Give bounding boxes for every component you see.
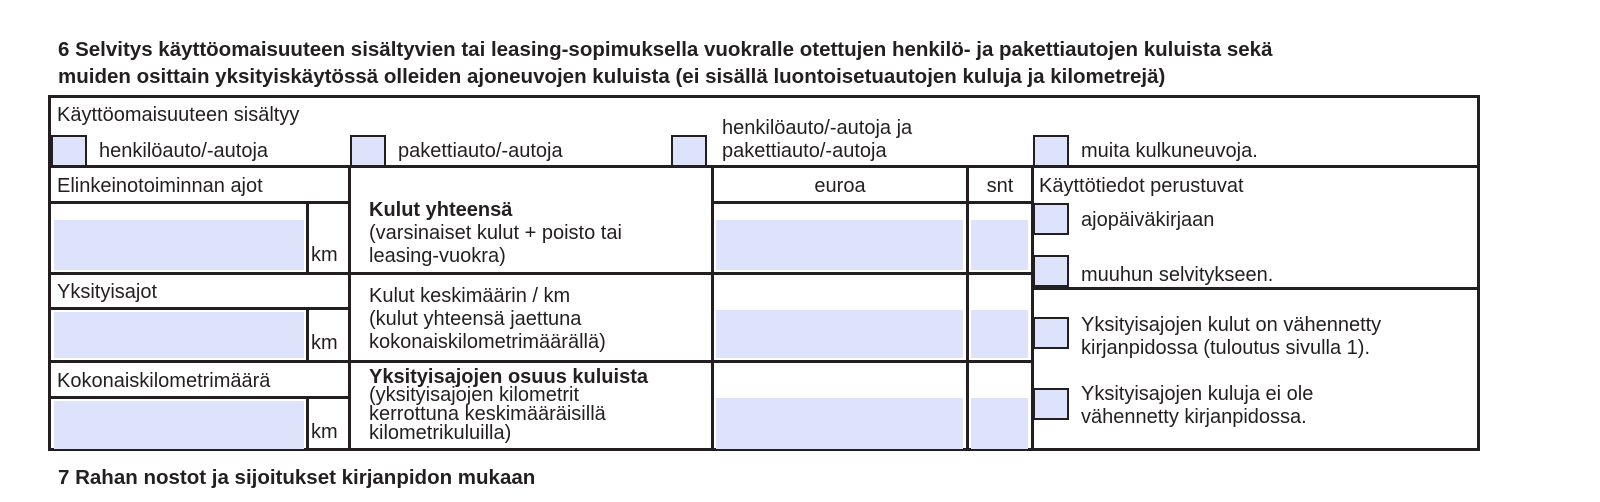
total-costs-desc-line2: leasing-vuokra) xyxy=(369,245,506,267)
avg-cost-cents-input[interactable] xyxy=(971,310,1028,358)
private-share-desc-line2: kerrottuna keskimääräisillä xyxy=(369,403,606,425)
section-6-title-line2: muiden osittain yksityiskäytössä olleiden ajoneuvojen kuluista (ei sisällä luontoisetuautojen kuluja ja kilometrejä) xyxy=(58,65,1166,88)
deducted-in-accounting-checkbox[interactable] xyxy=(1033,317,1069,349)
total-costs-title: Kulut yhteensä xyxy=(369,199,513,221)
cents-column-header: snt xyxy=(986,175,1014,197)
usage-other-checkbox[interactable] xyxy=(1033,255,1069,287)
usage-logbook-checkbox[interactable] xyxy=(1033,203,1069,235)
usage-info-heading: Käyttötiedot perustuvat xyxy=(1039,175,1244,197)
business-km-label: Elinkeinotoiminnan ajot xyxy=(57,175,263,197)
not-deducted-checkbox[interactable] xyxy=(1033,388,1069,420)
vehicle-option-van-checkbox[interactable] xyxy=(350,135,386,167)
vehicle-option-other-label: muita kulkuneuvoja. xyxy=(1081,140,1258,162)
private-share-title: Yksityisajojen osuus kuluista xyxy=(369,366,648,388)
not-deducted-label-line2: vähennetty kirjanpidossa. xyxy=(1081,406,1307,428)
total-km-unit: km xyxy=(311,421,338,443)
total-costs-euro-input[interactable] xyxy=(716,220,963,270)
vehicle-option-car-and-van-label-line1: henkilöauto/-autoja ja xyxy=(722,117,913,139)
divider-header xyxy=(51,165,1477,168)
total-costs-cents-input[interactable] xyxy=(971,220,1028,270)
private-share-cents-input[interactable] xyxy=(971,398,1028,449)
section-6-title xyxy=(58,36,1272,90)
section-6-title-line1: 6 Selvitys käyttöomaisuuteen sisältyvien tai leasing-sopimuksella vuokralle otettujen henkilö- ja pakettiautojen kuluista sekä xyxy=(58,38,1273,61)
total-km-label: Kokonaiskilometrimäärä xyxy=(57,370,271,392)
vehicle-option-car-and-van-label-line2: pakettiauto/-autoja xyxy=(722,140,887,162)
vehicle-option-car-checkbox[interactable] xyxy=(51,135,87,167)
avg-cost-desc-line2: kokonaiskilometrimäärällä) xyxy=(369,331,606,353)
vehicle-option-van-label: pakettiauto/-autoja xyxy=(398,140,563,162)
deducted-in-accounting-label-line2: kirjanpidossa (tuloutus sivulla 1). xyxy=(1081,337,1371,359)
business-km-input[interactable] xyxy=(54,220,304,270)
private-share-desc-line1: (yksityisajojen kilometrit xyxy=(369,384,580,406)
usage-other-label: muuhun selvitykseen. xyxy=(1081,264,1274,286)
business-km-unit: km xyxy=(311,244,338,266)
included-heading: Käyttöomaisuuteen sisältyy xyxy=(57,104,300,126)
deducted-in-accounting-label-line1: Yksityisajojen kulut on vähennetty xyxy=(1081,314,1382,336)
avg-cost-euro-input[interactable] xyxy=(716,310,963,358)
private-share-desc-line3: kilometrikuluilla) xyxy=(369,422,512,444)
not-deducted-label-line1: Yksityisajojen kuluja ei ole xyxy=(1081,383,1314,405)
section-7-title: 7 Rahan nostot ja sijoitukset kirjanpidon mukaan xyxy=(58,466,536,489)
vehicle-option-other-checkbox[interactable] xyxy=(1033,135,1069,167)
vehicle-option-car-and-van-checkbox[interactable] xyxy=(671,135,707,167)
avg-cost-desc-line1: (kulut yhteensä jaettuna xyxy=(369,308,582,330)
euro-column-header: euroa xyxy=(814,175,866,197)
vehicle-option-car-label: henkilöauto/-autoja xyxy=(99,140,269,162)
vehicle-costs-table xyxy=(48,95,1480,451)
private-km-unit: km xyxy=(311,332,338,354)
avg-cost-title: Kulut keskimäärin / km xyxy=(369,285,571,307)
private-km-input[interactable] xyxy=(54,312,304,358)
private-km-label: Yksityisajot xyxy=(57,281,158,303)
total-km-input[interactable] xyxy=(54,401,304,449)
private-share-euro-input[interactable] xyxy=(716,398,963,449)
total-costs-desc-line1: (varsinaiset kulut + poisto tai xyxy=(369,222,622,244)
usage-logbook-label: ajopäiväkirjaan xyxy=(1081,209,1215,231)
